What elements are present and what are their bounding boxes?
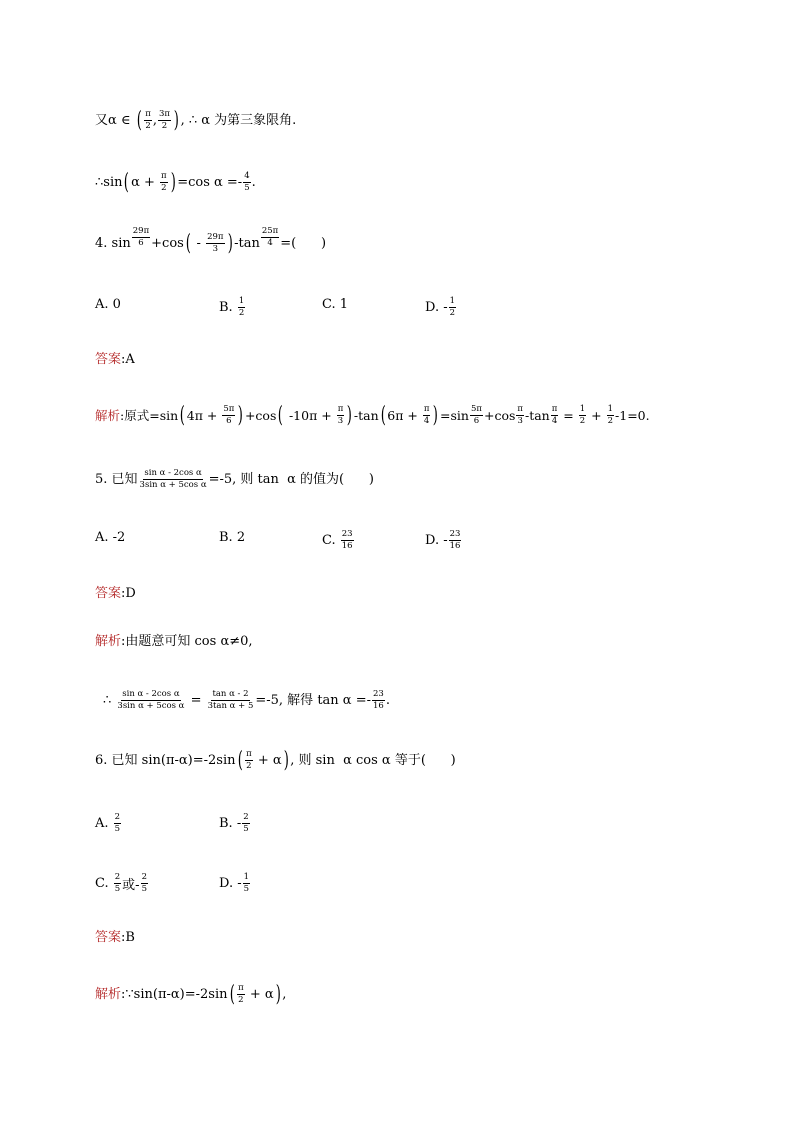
text: 5. 已知 <box>95 471 138 487</box>
solution-label: 解析 <box>95 407 121 423</box>
denominator: 6 <box>138 238 144 248</box>
denominator: 4 <box>423 416 430 426</box>
option-a <box>95 813 122 834</box>
numerator: π <box>551 404 558 414</box>
text: =sin <box>440 407 469 423</box>
question-6 <box>95 747 456 773</box>
denominator: 16 <box>449 541 461 551</box>
option-text: C. 1 <box>322 297 349 312</box>
denominator: 6 <box>473 416 480 426</box>
fraction <box>222 405 235 426</box>
numerator: 2 <box>114 812 121 822</box>
option-c <box>322 297 348 312</box>
numerator: π <box>161 171 167 181</box>
option-text: D. - <box>219 876 242 891</box>
numerator: π <box>337 404 344 414</box>
option-text: D. - <box>425 533 448 548</box>
option-text <box>449 530 462 551</box>
paren: ( <box>124 169 130 195</box>
numerator: tan α - 2 <box>212 689 249 699</box>
numerator: sin α - 2cos α <box>122 689 180 699</box>
option-c <box>322 530 355 551</box>
paren: ( <box>179 402 186 428</box>
denominator: 5 <box>243 884 250 894</box>
text: , 则 sin α cos α 等于( ) <box>290 752 456 768</box>
answer-4 <box>95 352 135 368</box>
text: =( ) <box>280 235 327 251</box>
option-text <box>114 873 121 894</box>
option-text: C. <box>322 533 340 548</box>
numerator: π <box>246 749 252 759</box>
option-b <box>219 813 251 834</box>
text: -1=0. <box>615 407 650 423</box>
option-b <box>219 297 246 318</box>
answer-5 <box>95 586 136 602</box>
numerator: 1 <box>243 872 250 882</box>
denominator: 2 <box>238 995 244 1005</box>
answer-6 <box>95 930 135 946</box>
fraction <box>132 227 150 248</box>
option-text <box>238 297 245 318</box>
answer-label: 答案 <box>95 930 122 945</box>
text: -10π + <box>284 407 336 423</box>
numerator: 5π <box>470 404 482 414</box>
question-5 <box>95 469 374 490</box>
text: ∴ <box>103 692 116 708</box>
option-a <box>95 297 121 312</box>
numerator: 23 <box>449 529 461 539</box>
answer-label: 答案 <box>95 586 122 601</box>
paren: ) <box>283 747 289 773</box>
text: -tan <box>353 407 379 423</box>
numerator: 5π <box>223 404 235 414</box>
paren: ) <box>227 230 233 256</box>
text: =-5, 解得 tan α =- <box>255 692 371 708</box>
paren: ) <box>170 169 176 195</box>
solution-label: 解析 <box>95 986 122 1002</box>
numerator: sin α - 2cos α <box>144 468 202 478</box>
option-text <box>141 873 148 894</box>
fraction <box>579 405 586 426</box>
numerator: 23 <box>341 529 353 539</box>
denominator: 5 <box>114 824 121 834</box>
fraction <box>470 405 483 426</box>
text: :原式=sin <box>120 407 179 423</box>
text-line-sin-result <box>95 169 256 195</box>
numerator: 2 <box>243 812 249 822</box>
paren: ) <box>275 981 281 1007</box>
numerator: π <box>423 404 430 414</box>
text: + <box>587 407 606 423</box>
text: 6π + <box>387 407 422 423</box>
denominator: 2 <box>161 183 167 193</box>
text-line-alpha-range <box>95 107 297 133</box>
paren: ) <box>347 402 353 428</box>
text: + α <box>245 986 274 1002</box>
solution-6 <box>95 981 287 1007</box>
numerator: 1 <box>579 404 586 414</box>
denominator: 3sin α + 5cos α <box>117 701 185 711</box>
option-text <box>341 530 354 551</box>
option-text: B. 2 <box>219 530 246 545</box>
option-text: C. <box>95 876 113 891</box>
fraction <box>372 690 385 711</box>
fraction <box>207 690 255 711</box>
option-c <box>95 873 149 894</box>
option-b <box>219 530 245 545</box>
numerator: 1 <box>449 296 456 306</box>
text: , <box>282 986 287 1002</box>
denominator: 3 <box>337 416 344 426</box>
denominator: 5 <box>114 884 121 894</box>
fraction <box>607 405 614 426</box>
text: . <box>251 174 256 190</box>
option-text: A. -2 <box>95 530 126 545</box>
paren: ) <box>433 402 439 428</box>
numerator: 2 <box>114 872 121 882</box>
denominator: 4 <box>551 416 558 426</box>
fraction <box>261 227 279 248</box>
fraction <box>423 405 431 426</box>
denominator: 2 <box>607 416 614 426</box>
text: =cos α =- <box>177 174 243 190</box>
solution-4 <box>95 402 650 428</box>
numerator: 3π <box>159 109 170 119</box>
fraction <box>160 172 168 193</box>
paren: ) <box>173 107 179 133</box>
text: :∵sin(π-α)=-2sin <box>121 986 228 1002</box>
text: 6. 已知 sin(π-α)=-2sin <box>95 752 236 768</box>
text: ∴sin <box>95 174 123 190</box>
text: + α <box>253 752 282 768</box>
numerator: 29π <box>132 226 150 236</box>
denominator: 5 <box>243 824 249 834</box>
denominator: 4 <box>267 238 273 248</box>
denominator: 3 <box>517 416 523 426</box>
solution-5 <box>95 634 253 650</box>
fraction <box>139 469 208 490</box>
text: :由题意可知 cos α≠0, <box>121 634 253 649</box>
text: , ∴ α 为第三象限角. <box>180 112 297 128</box>
denominator: 5 <box>244 183 250 193</box>
text: +cos <box>244 407 277 423</box>
option-text: 或- <box>122 878 140 893</box>
option-d <box>219 873 251 894</box>
text: 又α ∈ <box>95 112 135 128</box>
denominator: 5 <box>141 884 147 894</box>
numerator: π <box>517 404 523 414</box>
option-text <box>114 813 121 834</box>
text: -tan <box>234 235 260 251</box>
paren: ( <box>136 107 142 133</box>
text: = <box>559 407 578 423</box>
text: -tan <box>524 407 550 423</box>
numerator: π <box>145 109 151 119</box>
option-text: A. 0 <box>95 297 121 312</box>
text: α + <box>131 174 160 190</box>
text: =-5, 则 tan α 的值为( ) <box>208 471 374 487</box>
option-text <box>449 297 456 318</box>
answer-label: 答案 <box>95 352 122 367</box>
option-d <box>425 297 457 318</box>
paren: ( <box>229 981 235 1007</box>
fraction <box>551 405 559 426</box>
option-text: B. <box>219 300 237 315</box>
fraction <box>516 405 524 426</box>
fraction <box>116 690 185 711</box>
denominator: 2 <box>246 761 252 771</box>
denominator: 2 <box>579 416 586 426</box>
text: . <box>385 692 390 708</box>
option-text: A. <box>95 816 113 831</box>
denominator: 2 <box>145 121 151 131</box>
fraction <box>206 233 224 254</box>
denominator: 3 <box>212 244 218 254</box>
option-text <box>243 873 250 894</box>
fraction <box>337 405 345 426</box>
paren: ( <box>278 402 284 428</box>
fraction <box>158 110 171 131</box>
numerator: 29π <box>207 232 224 242</box>
denominator: 16 <box>341 541 353 551</box>
fraction <box>243 172 250 193</box>
numerator: 25π <box>261 226 279 236</box>
numerator: π <box>238 983 244 993</box>
denominator: 16 <box>373 701 384 711</box>
text: +cos <box>483 407 516 423</box>
denominator: 2 <box>161 121 168 131</box>
solution-label: 解析 <box>95 634 122 649</box>
fraction <box>144 110 152 131</box>
option-d <box>425 530 462 551</box>
answer-value: :A <box>121 352 135 367</box>
solution-5-step <box>103 690 390 711</box>
paren: ( <box>185 230 191 256</box>
option-a <box>95 530 125 545</box>
paren: ) <box>238 402 244 428</box>
denominator: 3sin α + 5cos α <box>139 480 207 490</box>
option-text <box>242 813 249 834</box>
numerator: 2 <box>141 872 147 882</box>
paren: ( <box>380 402 386 428</box>
denominator: 3tan α + 5 <box>207 701 254 711</box>
option-text: D. - <box>425 300 448 315</box>
numerator: 1 <box>238 296 245 306</box>
text: = <box>186 692 206 708</box>
text: - <box>192 235 206 251</box>
text: , <box>152 112 157 128</box>
numerator: 4 <box>244 171 250 181</box>
answer-value: :B <box>121 930 135 945</box>
text: 4. sin <box>95 235 131 251</box>
fraction <box>237 984 245 1005</box>
denominator: 2 <box>238 308 245 318</box>
answer-value: :D <box>121 586 136 601</box>
denominator: 6 <box>226 416 232 426</box>
paren: ( <box>237 747 243 773</box>
denominator: 2 <box>449 308 456 318</box>
option-text: B. - <box>219 816 242 831</box>
text: +cos <box>151 235 184 251</box>
fraction <box>245 750 253 771</box>
text: 4π + <box>186 407 222 423</box>
numerator: 23 <box>373 689 384 699</box>
numerator: 1 <box>607 404 614 414</box>
